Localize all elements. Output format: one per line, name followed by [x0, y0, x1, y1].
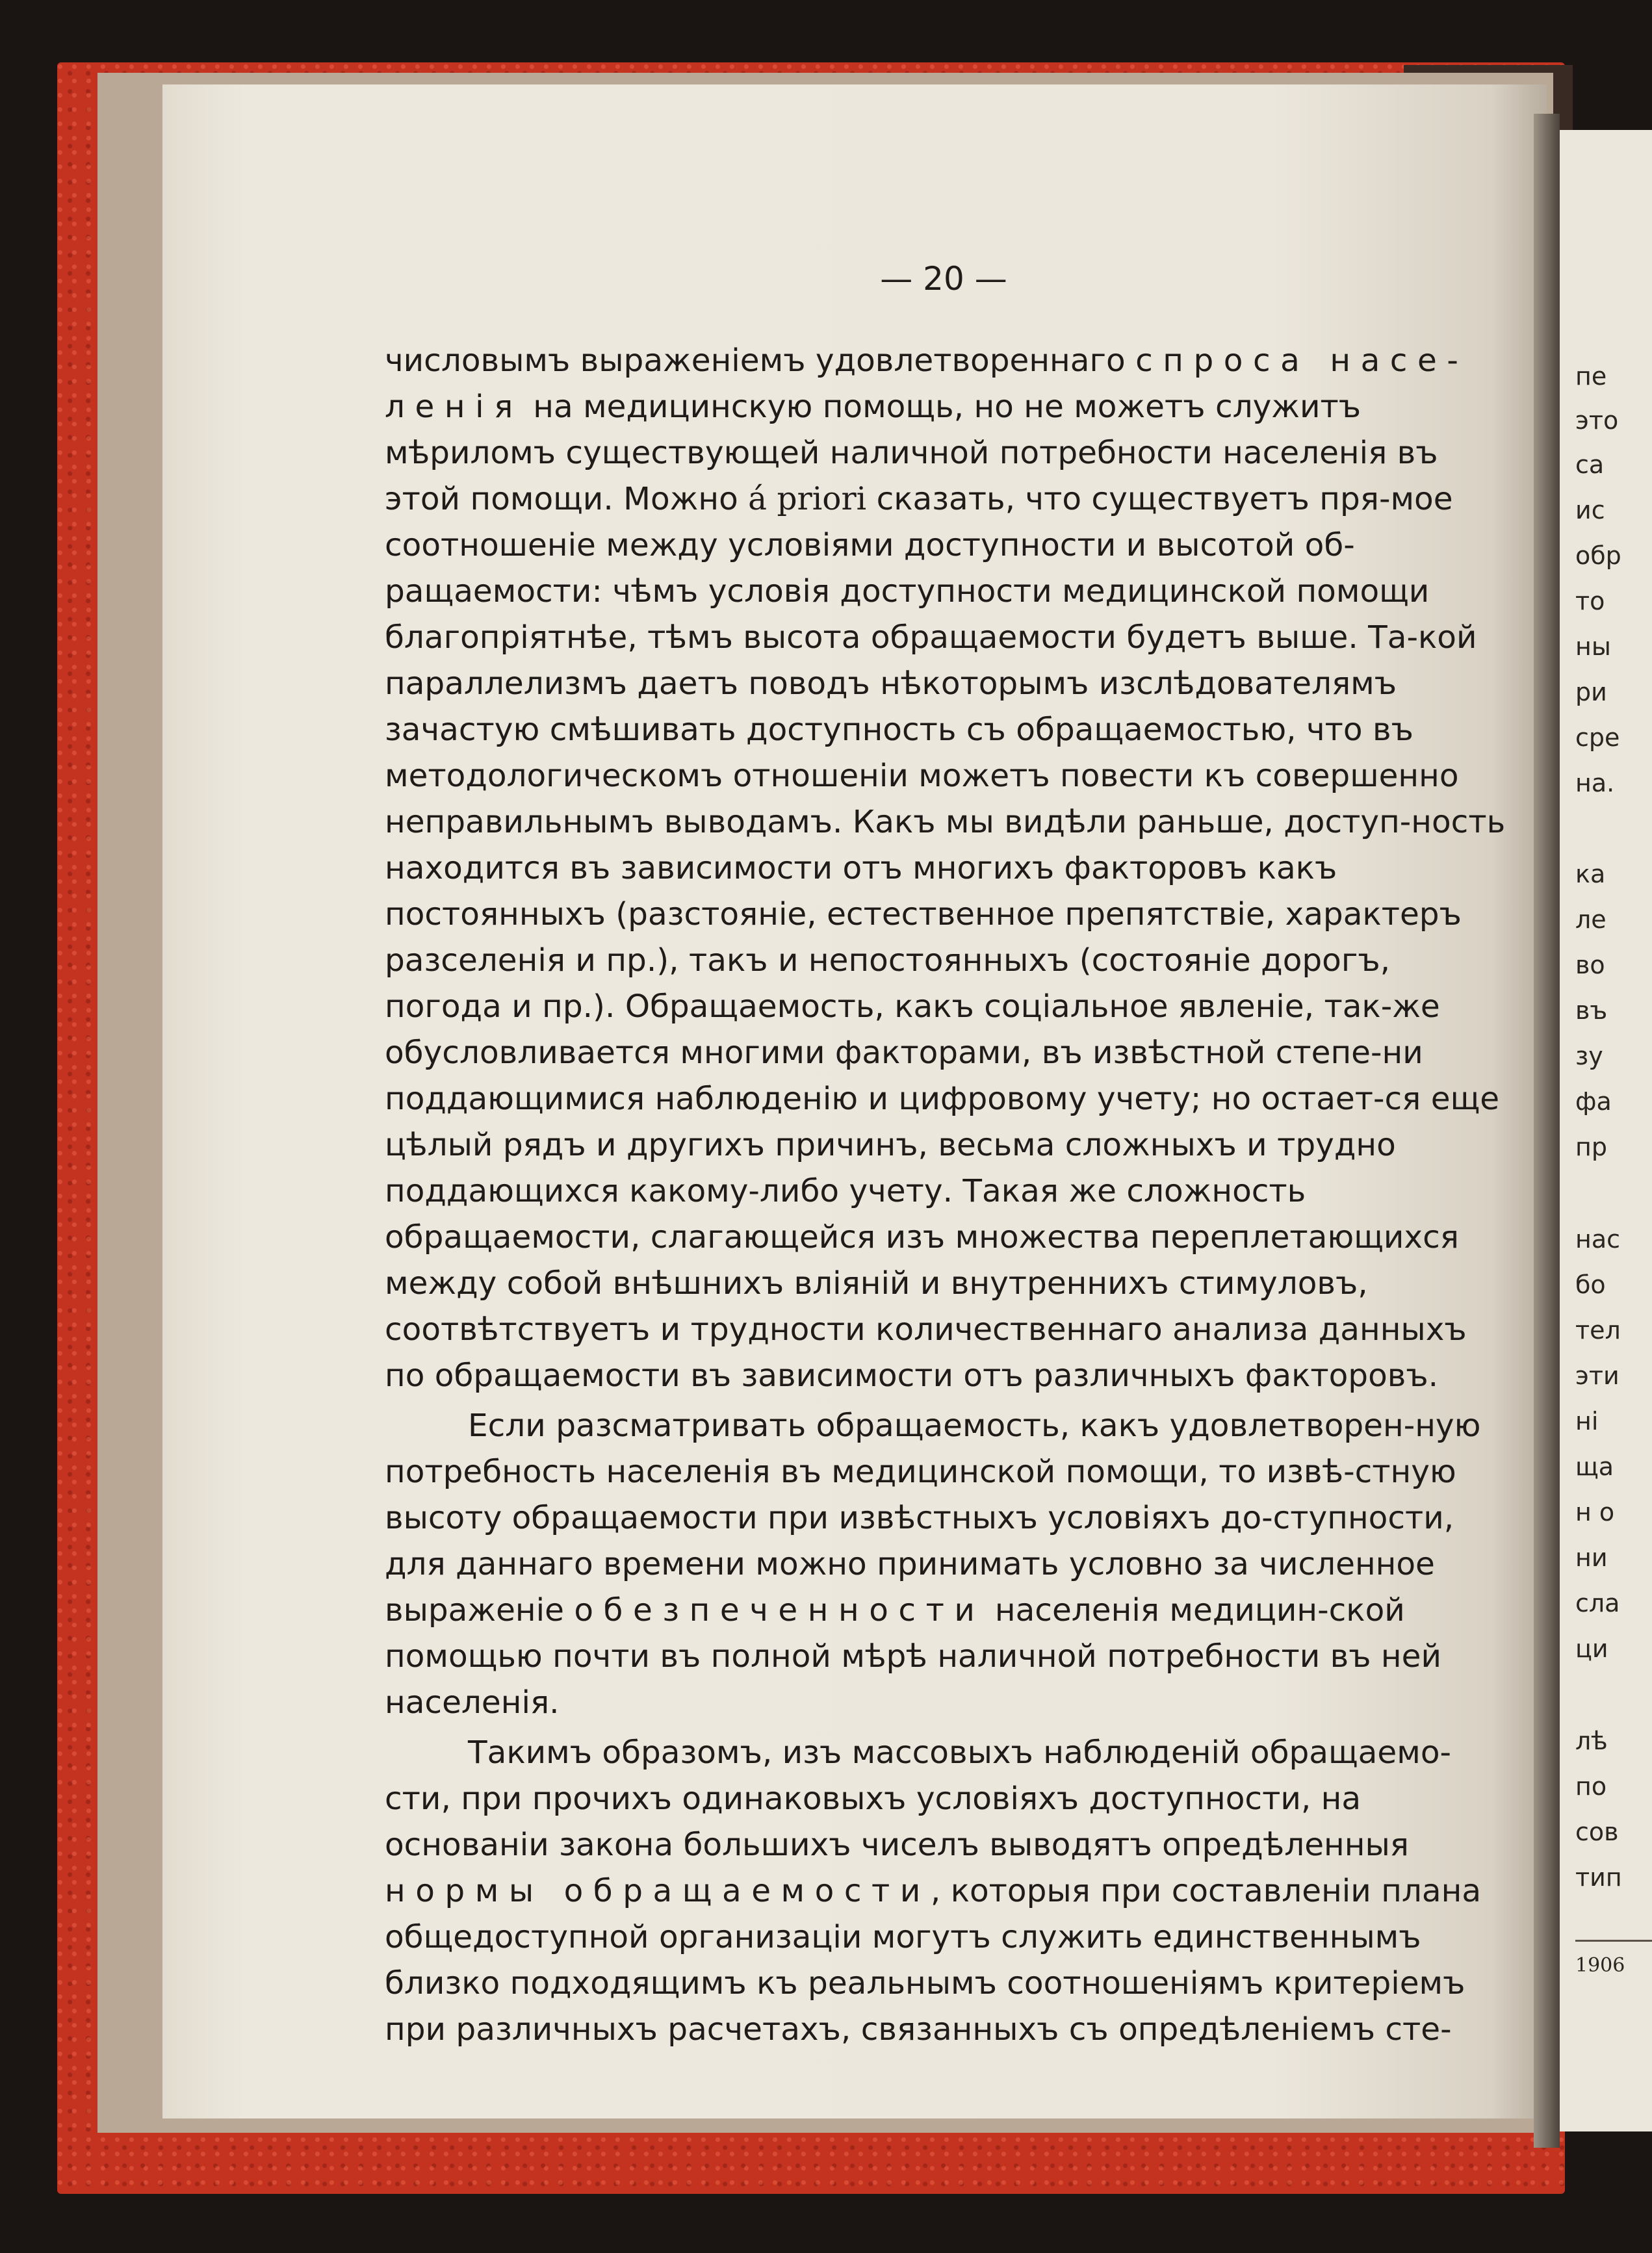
spaced-emphasis: обезпеченности: [574, 1592, 985, 1629]
next-page-line-fragment: это: [1575, 406, 1619, 435]
next-page-line-fragment: ле: [1575, 905, 1607, 934]
right-page-fragment: [1553, 130, 1652, 2131]
page-number: — 20 —: [880, 260, 1007, 298]
next-page-line-fragment: обр: [1575, 541, 1621, 570]
text-run: , которыя при составленіи плана общедоступной организаціи могутъ служить единственнымъ близко подходящимъ къ реальнымъ соотношеніямъ критеріемъ при различныхъ расчетахъ, связанныхъ съ опредѣленіемъ сте-: [385, 1873, 1482, 2048]
next-page-line-fragment: ри: [1575, 678, 1607, 706]
next-page-line-fragment: зу: [1575, 1042, 1603, 1070]
latin-phrase: á priori: [748, 481, 867, 517]
next-page-line-fragment: сре: [1575, 723, 1620, 752]
spaced-emphasis: нормы обращаемости: [385, 1873, 931, 1909]
next-page-line-fragment: тип: [1575, 1863, 1622, 1892]
next-page-line-fragment: фа: [1575, 1087, 1612, 1116]
next-page-line-fragment: во: [1575, 951, 1605, 979]
next-page-line-fragment: са: [1575, 450, 1605, 479]
next-page-line-fragment: н о: [1575, 1498, 1615, 1526]
next-page-line-fragment: сла: [1575, 1589, 1620, 1617]
text-run: Такимъ образомъ, изъ массовыхъ наблюденій обращаемо-сти, при прочихъ одинаковыхъ условіяхъ доступности, на основаніи закона большихъ чиселъ выводятъ опредѣленныя: [385, 1734, 1451, 1863]
next-page-line-fragment: ща: [1575, 1452, 1614, 1481]
text-run: Если разсматривать обращаемость, какъ удовлетворен-ную потребность населенія въ медицинской помощи, то извѣ-стную высоту обращаемости при извѣстныхъ условіяхъ до-ступности, для даннаго времени можно принимать условно за численное выраженіе: [385, 1408, 1481, 1629]
text-run: на медицинскую помощь, но не можетъ служитъ мѣриломъ существующей наличной потребности населенія въ этой помощи. Можно: [385, 389, 1438, 517]
next-page-line-fragment: лѣ: [1575, 1727, 1608, 1755]
next-page-line-fragment: эти: [1575, 1361, 1620, 1390]
next-page-line-fragment: сов: [1575, 1818, 1619, 1846]
next-page-line-fragment: въ: [1575, 996, 1608, 1025]
next-page-line-fragment: пе: [1575, 362, 1607, 391]
spaced-emphasis: спроса насе-ленія: [385, 342, 1469, 425]
book-gutter: [1534, 114, 1560, 2148]
next-page-line-fragment: бо: [1575, 1270, 1606, 1299]
next-page-line-fragment: ны: [1575, 632, 1611, 661]
next-page-line-fragment: ци: [1575, 1634, 1608, 1663]
text-run: сказать, что существуетъ пря-мое соотношеніе между условіями доступности и высотой об-ращаемости: чѣмъ условія доступности медицинской помощи благопріятнѣе, тѣмъ высота обращаемости будетъ выше. Та-кой параллелизмъ даетъ поводъ нѣкоторымъ изслѣдователямъ зачастую смѣшивать доступность съ обращаемостью, что въ методологическомъ отношеніи можетъ повести къ совершенно неправильнымъ выводамъ. Какъ мы видѣли раньше, доступ-ность находится въ зависимости отъ многихъ факторовъ какъ постоянныхъ (разстояніе, естественное препятствіе, характеръ разселенія и пр.), такъ и непостоянныхъ (состояніе дорогъ, погода и пр.). Обращаемость, какъ соціальное явленіе, так-же обусловливается многими факторами, въ извѣстной степе-ни поддающимися наблюденію и цифровому учету; но остает-ся еще цѣлый рядъ и другихъ причинъ, весьма сложныхъ и трудно поддающихся какому-либо учету. Такая же сложность обращаемости, слагающейся изъ множества переплетающихся между собой внѣшнихъ вліяній и внутреннихъ стимуловъ, соотвѣтствуетъ и трудности количественнаго анализа данныхъ по обращаемости въ зависимости отъ различныхъ факторовъ.: [385, 481, 1506, 1394]
paragraph: [385, 1403, 1513, 1726]
body-text: [385, 338, 1513, 2053]
paragraph: [385, 1730, 1513, 2053]
text-run: населенія медицин-ской помощью почти въ полной мѣрѣ наличной потребности въ ней населенія.: [385, 1592, 1441, 1721]
next-page-line-fragment: то: [1575, 587, 1605, 615]
next-page-line-fragment: тел: [1575, 1316, 1621, 1345]
next-page-line-fragment: по: [1575, 1772, 1607, 1801]
next-page-line-fragment: нас: [1575, 1225, 1621, 1254]
next-page-line-fragment: ні: [1575, 1407, 1599, 1435]
next-page-line-fragment: пр: [1575, 1133, 1607, 1161]
next-page-line-fragment: 1906: [1575, 1954, 1625, 1977]
next-page-line-fragment: ни: [1575, 1543, 1608, 1572]
next-page-line-fragment: на.: [1575, 769, 1615, 797]
next-page-line-fragment: ис: [1575, 496, 1605, 524]
footnote-rule: [1575, 1940, 1652, 1942]
text-run: числовымъ выраженіемъ удовлетвореннаго: [385, 342, 1136, 379]
next-page-line-fragment: ка: [1575, 860, 1606, 888]
paragraph: [385, 338, 1513, 1399]
